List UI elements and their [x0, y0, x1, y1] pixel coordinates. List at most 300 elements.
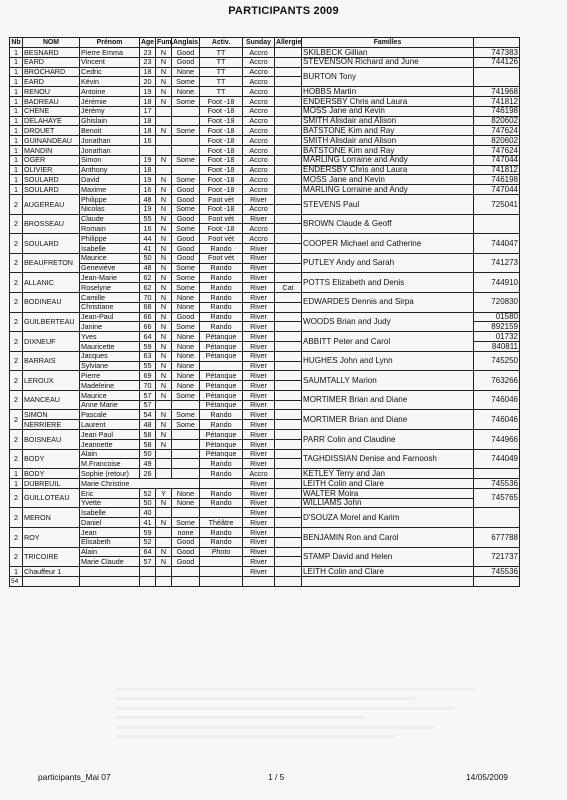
table-row	[10, 145, 520, 155]
table-cell: Accro	[243, 106, 275, 116]
table-cell: River	[243, 449, 275, 459]
table-cell: River	[243, 341, 275, 351]
bleed-through-line	[115, 726, 435, 729]
table-cell: ENDERSBY Chris and Laura	[302, 96, 474, 106]
table-cell: TRICOIRE	[23, 547, 80, 567]
table-cell: 820602	[474, 136, 520, 146]
table-cell: Some	[172, 224, 200, 234]
table-cell	[80, 567, 140, 577]
table-cell: 1	[10, 479, 23, 489]
table-cell: Accro	[243, 145, 275, 155]
table-cell: SOULARD	[23, 234, 80, 254]
table-row	[10, 528, 520, 538]
table-cell: Foot -18	[200, 136, 243, 146]
table-cell: Antoine	[80, 87, 140, 97]
table-body	[10, 48, 520, 587]
table-cell	[275, 214, 302, 224]
table-cell: River	[243, 528, 275, 538]
table-cell: None	[172, 67, 200, 77]
table-cell: 1	[10, 126, 23, 136]
table-cell: Accro	[243, 155, 275, 165]
table-cell: 2	[10, 351, 23, 371]
table-cell	[275, 400, 302, 410]
table-cell	[172, 145, 200, 155]
table-cell	[172, 459, 200, 469]
table-row	[10, 87, 520, 97]
table-cell: Maurice	[80, 390, 140, 400]
table-cell: 746198	[474, 106, 520, 116]
table-cell: Some	[172, 420, 200, 430]
col-header-nom: NOM	[23, 38, 80, 48]
table-cell: 63	[140, 351, 156, 361]
table-cell: SMITH Alisdair and Alison	[302, 116, 474, 126]
table-cell: None	[172, 292, 200, 302]
table-cell: ABBITT Peter and Carol	[302, 332, 474, 352]
table-cell: Rando	[200, 498, 243, 508]
table-cell: ALLANIC	[23, 273, 80, 293]
table-cell: N	[156, 77, 172, 87]
table-cell	[156, 145, 172, 155]
table-cell: 52	[140, 537, 156, 547]
table-cell	[172, 430, 200, 440]
table-cell: Accro	[243, 175, 275, 185]
table-cell	[474, 508, 520, 528]
table-cell: EARD	[23, 77, 80, 87]
table-cell	[156, 459, 172, 469]
table-cell: Foot vét	[200, 214, 243, 224]
table-cell: 1	[10, 469, 23, 479]
table-cell: 2	[10, 390, 23, 410]
table-cell: Some	[172, 273, 200, 283]
col-header-allergie: Allergie	[276, 38, 302, 46]
table-cell: River	[243, 390, 275, 400]
table-cell: 2	[10, 332, 23, 352]
table-cell: None	[172, 332, 200, 342]
table-row	[10, 136, 520, 146]
table-cell	[156, 577, 172, 587]
table-cell: 66	[140, 312, 156, 322]
table-cell: Jean-Marie	[80, 273, 140, 283]
table-cell: Foot -19	[200, 116, 243, 126]
table-cell: Accro	[243, 77, 275, 87]
table-cell: Nicolas	[80, 204, 140, 214]
table-cell: Good	[172, 547, 200, 557]
table-cell: N	[156, 302, 172, 312]
table-cell: MARLING Lorraine and Andy	[302, 185, 474, 195]
table-cell: 1	[10, 96, 23, 106]
table-cell: N	[156, 224, 172, 234]
table-cell: Marie Christine	[80, 479, 200, 489]
table-cell: 2	[10, 253, 23, 273]
table-cell: GUINANDEAU	[23, 136, 80, 146]
table-cell: Eric	[80, 488, 140, 498]
table-cell: 721737	[474, 547, 520, 567]
table-cell: 745536	[474, 479, 520, 489]
table-cell: 1	[10, 57, 23, 67]
table-row	[10, 292, 520, 302]
table-cell: OLIVIER	[23, 165, 80, 175]
table-row	[10, 48, 520, 58]
table-cell: LEITH Colin and Clare	[302, 479, 474, 489]
table-cell	[172, 508, 200, 518]
table-cell: 744910	[474, 273, 520, 293]
table-cell: 57	[140, 390, 156, 400]
table-cell: 1	[10, 87, 23, 97]
table-cell: N	[156, 312, 172, 322]
table-cell: 1	[10, 567, 23, 577]
table-cell: 58	[140, 430, 156, 440]
table-cell: 747044	[474, 155, 520, 165]
table-row	[10, 116, 520, 126]
table-cell: STEVENS Paul	[302, 194, 474, 214]
table-cell: Accro	[243, 116, 275, 126]
col-header-familles: Familles	[302, 38, 474, 48]
table-cell	[80, 577, 140, 587]
table-cell: 18	[140, 96, 156, 106]
table-cell: BADREAU	[23, 96, 80, 106]
table-cell: 54	[140, 410, 156, 420]
table-cell: Rando	[200, 410, 243, 420]
table-cell: Foot -18	[200, 204, 243, 214]
table-cell	[275, 567, 302, 577]
table-cell: Rando	[200, 420, 243, 430]
table-cell	[156, 165, 172, 175]
table-cell: River	[243, 292, 275, 302]
table-cell: Camille	[80, 292, 140, 302]
table-cell: Sylviane	[80, 361, 140, 371]
table-cell: DROUET	[23, 126, 80, 136]
table-cell: Some	[172, 126, 200, 136]
table-cell: Some	[172, 175, 200, 185]
table-cell: N	[156, 371, 172, 381]
table-cell	[275, 371, 302, 381]
table-cell: Jonathan	[80, 145, 140, 155]
table-cell: 68	[140, 302, 156, 312]
table-cell: Alain	[80, 449, 140, 459]
table-cell: 2	[10, 371, 23, 391]
table-cell	[275, 577, 302, 587]
table-cell: Good	[172, 48, 200, 58]
table-cell: River	[243, 567, 275, 577]
table-cell: BROCHARD	[23, 67, 80, 77]
table-cell	[156, 528, 172, 538]
table-cell: BESNARD	[23, 48, 80, 58]
table-cell: Accro	[243, 165, 275, 175]
table-cell: Rando	[200, 537, 243, 547]
col-header-phone	[474, 38, 520, 48]
table-cell: Pétanque	[200, 381, 243, 391]
table-cell: N	[156, 67, 172, 77]
table-cell: Rando	[200, 292, 243, 302]
table-cell: 745765	[474, 488, 520, 508]
table-cell: Accro	[243, 204, 275, 214]
table-cell: Good	[172, 243, 200, 253]
table-cell	[275, 136, 302, 146]
table-cell: River	[243, 508, 275, 518]
footer-page-number: 1 / 5	[268, 772, 285, 782]
table-cell: BATSTONE Kim and Ray	[302, 126, 474, 136]
table-cell: N	[156, 175, 172, 185]
table-cell: River	[243, 302, 275, 312]
table-cell: 746198	[474, 175, 520, 185]
table-cell: River	[243, 410, 275, 420]
table-cell: N	[156, 341, 172, 351]
table-cell: Cat	[275, 283, 302, 293]
table-cell	[172, 106, 200, 116]
table-cell	[172, 469, 200, 479]
table-cell: 70	[140, 292, 156, 302]
table-row	[10, 67, 520, 77]
table-cell: N	[156, 96, 172, 106]
participants-table	[9, 37, 520, 587]
table-cell	[243, 577, 275, 587]
table-cell	[275, 175, 302, 185]
table-cell: 50	[140, 449, 156, 459]
table-cell: N	[156, 332, 172, 342]
table-cell	[275, 361, 302, 371]
table-cell: 50	[140, 253, 156, 263]
table-cell: ENDERSBY Chris and Laura	[302, 165, 474, 175]
table-cell: MANCEAU	[23, 390, 80, 410]
table-cell	[200, 479, 243, 489]
table-cell	[172, 567, 200, 577]
table-cell: N	[156, 498, 172, 508]
table-cell	[156, 567, 172, 577]
table-cell: None	[172, 498, 200, 508]
table-cell: Y	[156, 488, 172, 498]
table-cell	[275, 537, 302, 547]
table-cell: 69	[140, 371, 156, 381]
table-cell: Anthony	[80, 165, 140, 175]
col-header-fum: Fum.	[157, 38, 174, 46]
table-cell: WILLIAMS John	[302, 498, 474, 508]
table-cell: River	[243, 263, 275, 273]
table-cell: RENOU	[23, 87, 80, 97]
table-cell: Pierre	[80, 371, 140, 381]
table-row	[10, 577, 520, 587]
table-cell: 64	[140, 547, 156, 557]
table-cell	[140, 145, 156, 155]
table-cell: Pascale	[80, 410, 140, 420]
footer-filename: participants_Mai 07	[38, 772, 111, 782]
table-cell: 18	[140, 165, 156, 175]
table-cell: N	[156, 194, 172, 204]
table-cell: 59	[140, 528, 156, 538]
table-cell	[156, 508, 172, 518]
table-row	[10, 547, 520, 557]
table-cell	[140, 577, 156, 587]
table-cell: GUILLOTEAU	[23, 488, 80, 508]
table-cell	[275, 351, 302, 361]
table-cell	[275, 77, 302, 87]
table-cell: SIMON	[23, 410, 80, 420]
table-cell: River	[243, 400, 275, 410]
table-cell: Some	[172, 204, 200, 214]
table-cell	[275, 341, 302, 351]
table-cell: Some	[172, 390, 200, 400]
table-cell	[200, 577, 243, 587]
table-cell: David	[80, 175, 140, 185]
table-cell: N	[156, 292, 172, 302]
table-cell: Ghislain	[80, 116, 140, 126]
table-cell	[275, 322, 302, 332]
table-cell	[275, 557, 302, 567]
table-cell: Pétanque	[200, 449, 243, 459]
table-cell	[302, 577, 474, 587]
table-cell: Jean	[80, 528, 140, 538]
table-cell	[275, 459, 302, 469]
table-cell: Kévin	[80, 77, 140, 87]
table-cell: TT	[200, 67, 243, 77]
table-cell	[156, 136, 172, 146]
table-cell: 59	[140, 341, 156, 351]
table-cell: N	[156, 322, 172, 332]
table-row	[10, 253, 520, 263]
table-cell: None	[172, 371, 200, 381]
table-cell: CHENE	[23, 106, 80, 116]
table-cell	[275, 518, 302, 528]
table-cell: SKILBECK Gillian	[302, 48, 474, 58]
table-cell	[474, 67, 520, 87]
table-cell	[200, 508, 243, 518]
table-cell: GUILBERTEAU	[23, 312, 80, 332]
table-cell: 892159	[474, 322, 520, 332]
col-header-age: Age	[141, 38, 155, 46]
table-cell: Philippe	[80, 234, 140, 244]
table-cell: SOULARD	[23, 185, 80, 195]
table-cell: None	[172, 341, 200, 351]
table-cell: 50	[140, 498, 156, 508]
table-cell: Rando	[200, 263, 243, 273]
table-row	[10, 410, 520, 420]
table-cell: 2	[10, 410, 23, 430]
table-cell: TT	[200, 57, 243, 67]
table-cell: 741273	[474, 253, 520, 273]
table-cell: Pétanque	[200, 351, 243, 361]
table-cell: Théâtre	[200, 518, 243, 528]
table-cell: N	[156, 430, 172, 440]
table-cell: none	[172, 528, 200, 538]
table-cell: Accro	[243, 96, 275, 106]
table-cell: Accro	[243, 67, 275, 77]
table-cell: AUGEREAU	[23, 194, 80, 214]
table-cell: N	[156, 185, 172, 195]
table-cell: 23	[140, 48, 156, 58]
table-row	[10, 185, 520, 195]
table-cell	[275, 96, 302, 106]
footer-date: 14/05/2009	[466, 772, 508, 782]
table-cell	[275, 302, 302, 312]
table-cell: N	[156, 557, 172, 567]
table-cell: N	[156, 253, 172, 263]
table-cell: Rando	[200, 322, 243, 332]
table-cell: 26	[140, 469, 156, 479]
table-cell	[275, 449, 302, 459]
table-row	[10, 106, 520, 116]
table-cell: N	[156, 155, 172, 165]
col-header-prenom: Prénom	[80, 38, 140, 48]
table-cell: Laurent	[80, 420, 140, 430]
table-cell	[275, 312, 302, 322]
table-cell: Jérémie	[80, 96, 140, 106]
bleed-through-line	[115, 697, 415, 700]
table-cell: 1	[10, 136, 23, 146]
table-cell	[156, 400, 172, 410]
table-cell: TT	[200, 77, 243, 87]
table-cell: 2	[10, 449, 23, 469]
table-cell: Rando	[200, 273, 243, 283]
table-cell: 52	[140, 488, 156, 498]
table-cell: 2	[10, 508, 23, 528]
table-cell: OGER	[23, 155, 80, 165]
table-cell: STEVENSON Richard and June	[302, 57, 474, 67]
table-cell	[172, 116, 200, 126]
table-cell: River	[243, 488, 275, 498]
table-cell: 745536	[474, 567, 520, 577]
table-cell: Rando	[200, 488, 243, 498]
table-cell	[474, 214, 520, 234]
table-cell: BODY	[23, 449, 80, 469]
table-row	[10, 430, 520, 440]
table-cell: Good	[172, 312, 200, 322]
table-cell: N	[156, 87, 172, 97]
bleed-through-line	[115, 716, 365, 719]
table-cell: 19	[140, 175, 156, 185]
table-cell: N	[156, 361, 172, 371]
table-cell: M.Francoise	[80, 459, 140, 469]
table-row	[10, 273, 520, 283]
table-cell: LEITH Colin and Clare	[302, 567, 474, 577]
table-row	[10, 390, 520, 400]
table-cell: 747383	[474, 48, 520, 58]
table-cell: Pétanque	[200, 371, 243, 381]
table-cell: EARD	[23, 57, 80, 67]
col-header-activ: Activ.	[200, 38, 243, 48]
table-cell: 19	[140, 204, 156, 214]
table-cell: Foot vét	[200, 253, 243, 263]
table-cell: Accro	[243, 136, 275, 146]
table-cell: 62	[140, 273, 156, 283]
table-cell: Good	[172, 557, 200, 567]
table-header-row	[10, 38, 520, 48]
table-cell: N	[156, 518, 172, 528]
table-cell: 16	[140, 136, 156, 146]
table-cell: TT	[200, 48, 243, 58]
table-cell: 1	[10, 48, 23, 58]
table-cell: Accro	[243, 126, 275, 136]
table-cell: Rando	[200, 302, 243, 312]
table-cell	[275, 194, 302, 204]
table-cell	[200, 557, 243, 567]
table-cell	[140, 567, 156, 577]
table-cell: SMITH Alisdair and Alison	[302, 136, 474, 146]
table-cell: River	[243, 439, 275, 449]
table-cell: Foot -18	[200, 96, 243, 106]
table-cell	[275, 165, 302, 175]
table-cell: Some	[172, 96, 200, 106]
table-cell	[275, 67, 302, 77]
table-cell: Geneviève	[80, 263, 140, 273]
table-row	[10, 351, 520, 361]
table-cell: Good	[172, 537, 200, 547]
table-cell: Rando	[200, 243, 243, 253]
table-cell: HOBBS Martin	[302, 87, 474, 97]
table-cell	[275, 204, 302, 214]
table-cell	[275, 224, 302, 234]
table-cell	[275, 263, 302, 273]
table-cell	[275, 292, 302, 302]
table-row	[10, 175, 520, 185]
